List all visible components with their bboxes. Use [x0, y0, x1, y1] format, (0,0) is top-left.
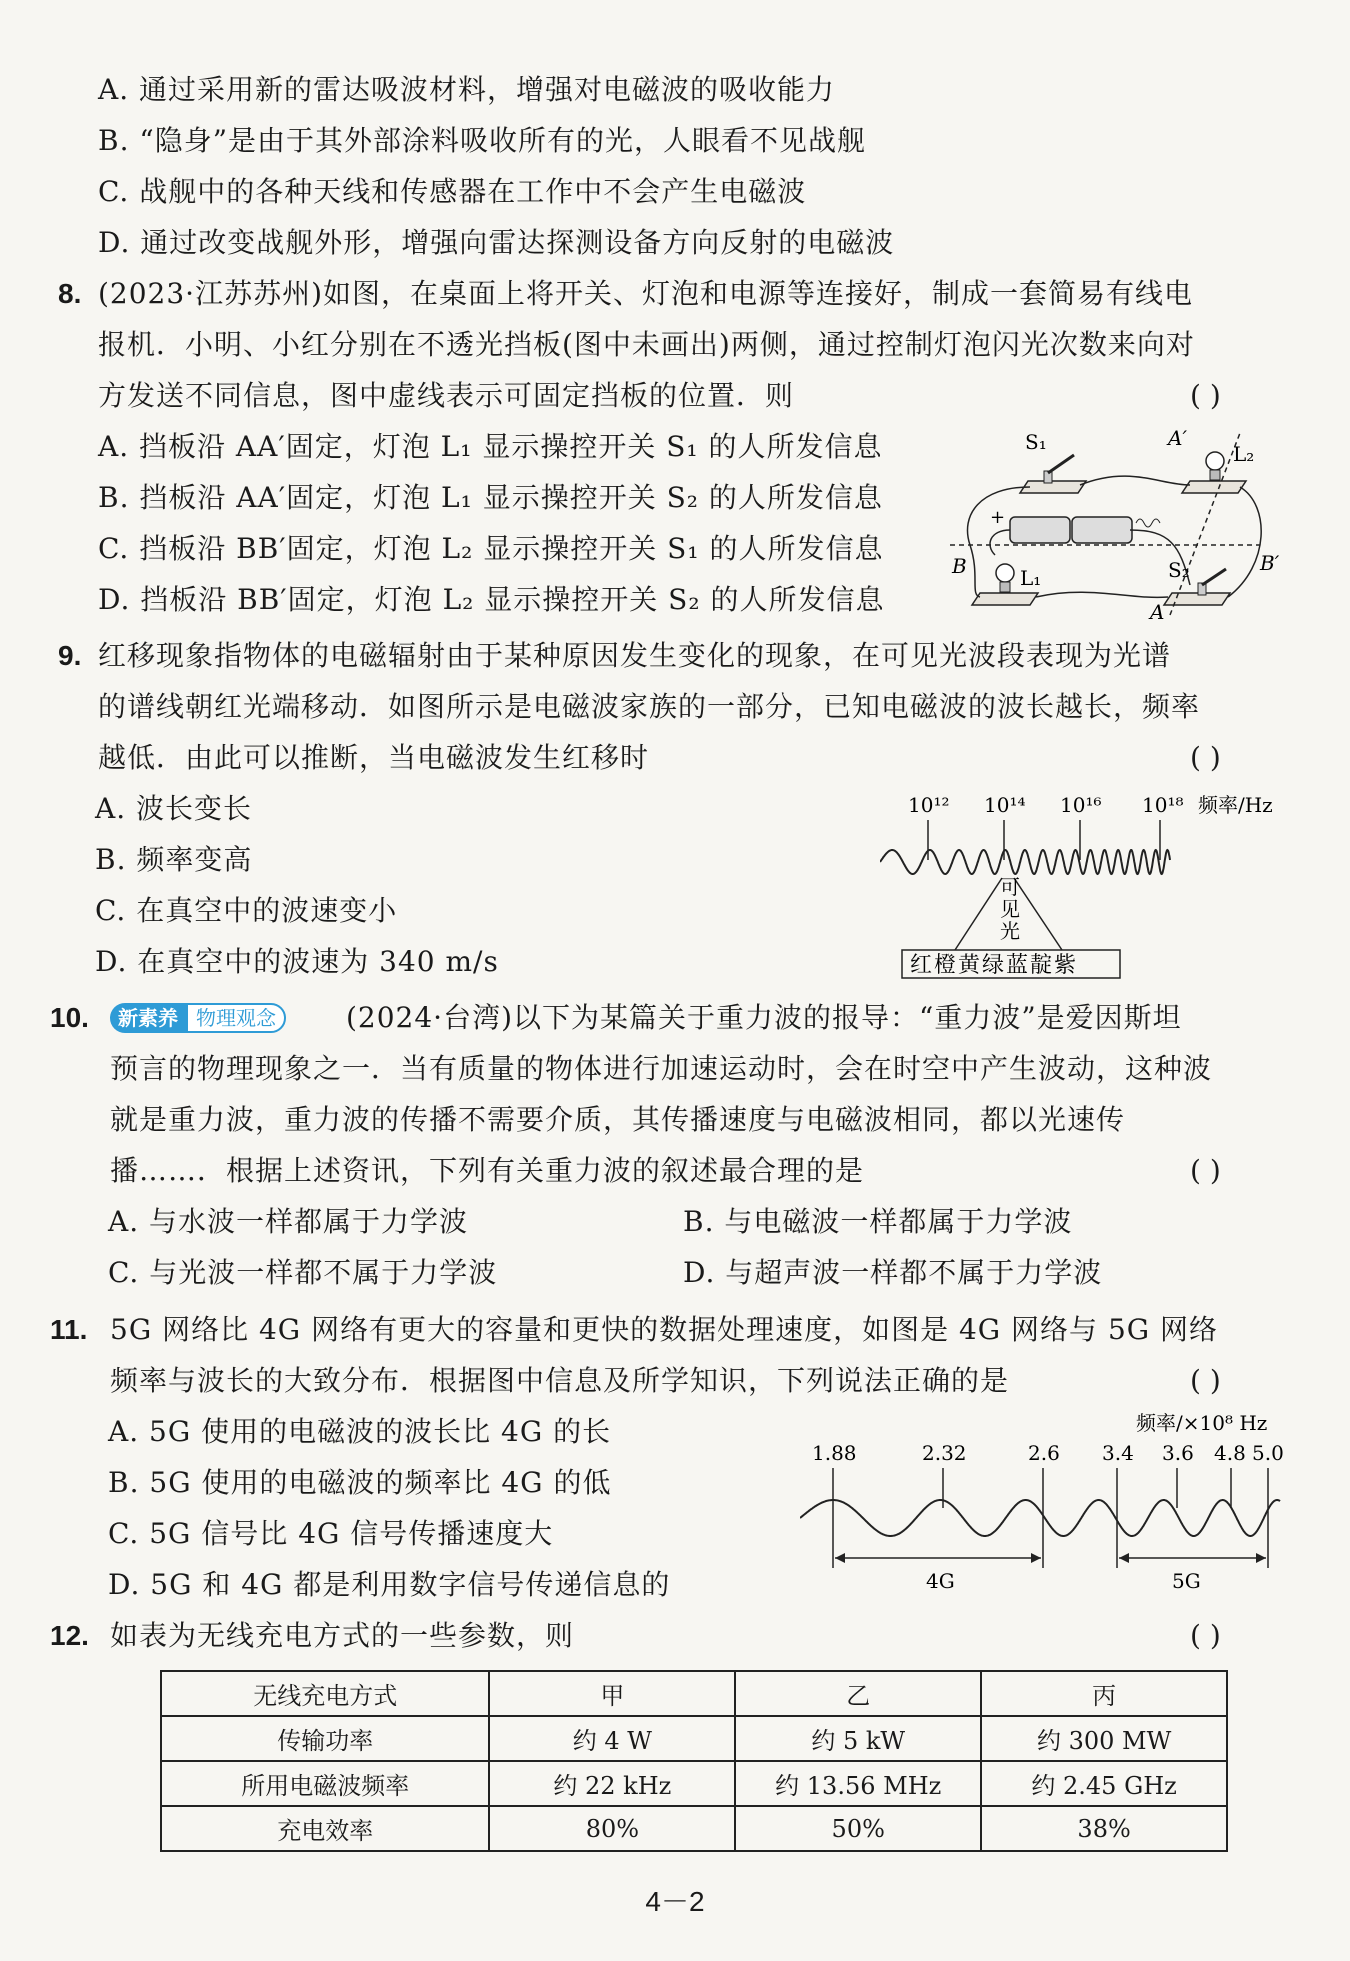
q8-stem-line-2: 报机．小明、小红分别在不透光挡板(图中未画出)两侧，通过控制灯泡闪光次数来向对	[98, 328, 1195, 361]
frequency-axis-label: 频率/Hz	[1198, 793, 1273, 817]
q10-number: 10.	[50, 1002, 89, 1033]
label-l2: L₂	[1233, 442, 1255, 466]
q11-stem-line-2: 频率与波长的大致分布．根据图中信息及所学知识，下列说法正确的是	[110, 1364, 1010, 1397]
q11-axis-label: 频率/×10⁸ Hz	[1136, 1411, 1268, 1435]
q11-5g-figure	[800, 1408, 1300, 1598]
q8-option-b: B. 挡板沿 AA′固定，灯泡 L₁ 显示操控开关 S₂ 的人所发信息	[98, 481, 883, 514]
q10-option-d: D. 与超声波一样都不属于力学波	[683, 1256, 1103, 1289]
q8-circuit-figure	[940, 425, 1280, 625]
wireless-charging-table	[160, 1670, 1228, 1852]
tick-1-88: 1.88	[812, 1441, 857, 1465]
q7-option-c: C. 战舰中的各种天线和传感器在工作中不会产生电磁波	[98, 175, 807, 208]
q12-number: 12.	[50, 1620, 89, 1651]
tick-2-6: 2.6	[1028, 1441, 1060, 1465]
q9-option-c: C. 在真空中的波速变小	[95, 894, 398, 927]
label-b-prime: B′	[1260, 551, 1280, 575]
q10-option-a: A. 与水波一样都属于力学波	[108, 1205, 469, 1238]
table-row	[161, 1716, 1227, 1761]
q11-stem-line-1: 5G 网络比 4G 网络有更大的容量和更快的数据处理速度，如图是 4G 网络与 5G 网络	[110, 1313, 1219, 1346]
q11-option-a: A. 5G 使用的电磁波的波长比 4G 的长	[108, 1415, 612, 1448]
q9-stem-line-3: 越低．由此可以推断，当电磁波发生红移时	[98, 741, 650, 774]
spectrum-colors: 红橙黄绿蓝靛紫	[910, 953, 1079, 978]
q8-option-d: D. 挡板沿 BB′固定，灯泡 L₂ 显示操控开关 S₂ 的人所发信息	[98, 583, 885, 616]
freq-label-1e18: 10¹⁸	[1142, 793, 1184, 817]
q10-stem-line-2: 预言的物理现象之一．当有质量的物体进行加速运动时，会在时空中产生波动，这种波	[110, 1052, 1213, 1085]
table-row	[161, 1806, 1227, 1851]
band-4g-label: 4G	[926, 1569, 955, 1593]
em-wave	[880, 850, 1170, 874]
q11-option-c: C. 5G 信号比 4G 信号传播速度大	[108, 1517, 554, 1550]
q11-option-d: D. 5G 和 4G 都是利用数字信号传递信息的	[108, 1568, 671, 1601]
visible-label-3: 光	[1000, 919, 1020, 943]
table-cell: 约 300 MW	[981, 1716, 1227, 1761]
q9-spectrum-figure	[880, 790, 1300, 980]
q11-option-b: B. 5G 使用的电磁波的频率比 4G 的低	[108, 1466, 612, 1499]
tick-4-8: 4.8	[1214, 1441, 1246, 1465]
q9-option-d: D. 在真空中的波速为 340 m/s	[95, 945, 499, 978]
q7-option-d: D. 通过改变战舰外形，增强向雷达探测设备方向反射的电磁波	[98, 226, 895, 259]
q8-option-a: A. 挡板沿 AA′固定，灯泡 L₁ 显示操控开关 S₁ 的人所发信息	[98, 430, 883, 463]
table-cell: 传输功率	[161, 1716, 489, 1761]
q9-option-a: A. 波长变长	[95, 792, 253, 825]
table-cell: 所用电磁波频率	[161, 1761, 489, 1806]
q8-answer-paren: ( )	[1190, 379, 1221, 412]
q10-option-c: C. 与光波一样都不属于力学波	[108, 1256, 498, 1289]
tick-2-32: 2.32	[922, 1441, 967, 1465]
q9-stem-line-2: 的谱线朝红光端移动．如图所示是电磁波家族的一部分，已知电磁波的波长越长，频率	[98, 690, 1201, 723]
table-row	[161, 1761, 1227, 1806]
table-cell: 约 22 kHz	[489, 1761, 735, 1806]
label-s1: S₁	[1025, 430, 1047, 454]
q8-stem-line-1: (2023·江苏苏州)如图，在桌面上将开关、灯泡和电源等连接好，制成一套简易有线电	[98, 277, 1194, 310]
label-plus: +	[990, 507, 1006, 528]
tick-3-6: 3.6	[1162, 1441, 1194, 1465]
badge-physics-concept: 物理观念	[186, 1003, 286, 1033]
visible-label-1: 可	[1000, 875, 1020, 899]
freq-label-1e16: 10¹⁶	[1060, 793, 1102, 817]
table-cell: 约 2.45 GHz	[981, 1761, 1227, 1806]
q10-stem-line-4: 播……．根据上述资讯，下列有关重力波的叙述最合理的是	[110, 1154, 865, 1187]
label-a-prime: A′	[1168, 426, 1187, 450]
label-s2: S₂	[1168, 558, 1190, 582]
badge-new-literacy: 新素养	[110, 1003, 186, 1033]
freq-label-1e14: 10¹⁴	[984, 793, 1026, 817]
q10-badge	[110, 1003, 286, 1033]
q8-stem-line-3: 方发送不同信息，图中虚线表示可固定挡板的位置．则	[98, 379, 795, 412]
q10-option-b: B. 与电磁波一样都属于力学波	[683, 1205, 1073, 1238]
q10-answer-paren: ( )	[1190, 1154, 1221, 1187]
table-cell: 充电效率	[161, 1806, 489, 1851]
q10-stem-line-3: 就是重力波，重力波的传播不需要介质，其传播速度与电磁波相同，都以光速传	[110, 1103, 1126, 1136]
page-number: 4－2	[645, 1886, 705, 1917]
table-cell: 约 13.56 MHz	[735, 1761, 981, 1806]
q12-stem: 如表为无线充电方式的一些参数，则	[110, 1619, 575, 1652]
table-cell: 50%	[735, 1806, 981, 1851]
table-cell: 约 4 W	[489, 1716, 735, 1761]
q9-answer-paren: ( )	[1190, 741, 1221, 774]
table-cell: 约 5 kW	[735, 1716, 981, 1761]
tick-5-0: 5.0	[1252, 1441, 1284, 1465]
q9-stem-line-1: 红移现象指物体的电磁辐射由于某种原因发生变化的现象，在可见光波段表现为光谱	[98, 639, 1172, 672]
q8-number: 8.	[58, 278, 82, 309]
freq-label-1e12: 10¹²	[908, 793, 950, 817]
table-header-row	[161, 1671, 1227, 1716]
table-cell: 80%	[489, 1806, 735, 1851]
tick-3-4: 3.4	[1102, 1441, 1134, 1465]
q8-option-c: C. 挡板沿 BB′固定，灯泡 L₂ 显示操控开关 S₁ 的人所发信息	[98, 532, 884, 565]
q7-option-b: B. “隐身”是由于其外部涂料吸收所有的光，人眼看不见战舰	[98, 124, 867, 157]
q9-number: 9.	[58, 640, 82, 671]
table-header-cell: 乙	[735, 1671, 981, 1716]
q9-option-b: B. 频率变高	[95, 843, 253, 876]
label-l1: L₁	[1020, 566, 1042, 590]
q12-answer-paren: ( )	[1190, 1619, 1221, 1652]
table-cell: 38%	[981, 1806, 1227, 1851]
q10-stem-line-1: (2024·台湾)以下为某篇关于重力波的报导：“重力波”是爱因斯坦	[346, 1001, 1182, 1034]
q11-answer-paren: ( )	[1190, 1364, 1221, 1397]
label-a: A	[1150, 600, 1165, 624]
band-5g-label: 5G	[1172, 1569, 1201, 1593]
5g-wave	[800, 1500, 1280, 1536]
visible-label-2: 见	[1000, 897, 1020, 921]
table-header-cell: 无线充电方式	[161, 1671, 489, 1716]
q7-option-a: A. 通过采用新的雷达吸波材料，增强对电磁波的吸收能力	[98, 73, 836, 106]
table-header-cell: 甲	[489, 1671, 735, 1716]
table-header-cell: 丙	[981, 1671, 1227, 1716]
label-b: B	[952, 554, 967, 578]
q11-number: 11.	[50, 1314, 88, 1345]
